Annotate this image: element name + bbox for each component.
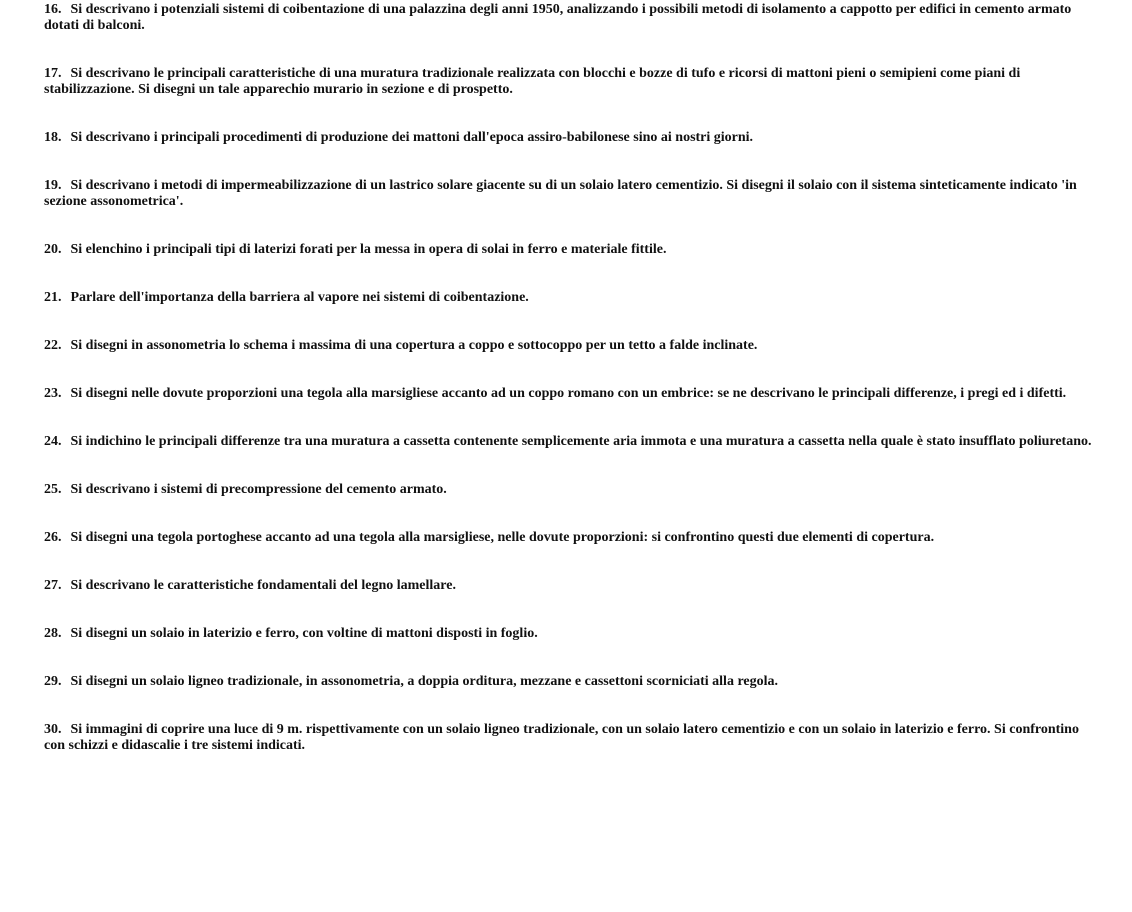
question-number: 30. <box>44 722 62 737</box>
question-number: 18. <box>44 130 62 145</box>
question-28 <box>44 626 1094 642</box>
question-16 <box>44 2 1094 34</box>
question-22 <box>44 338 1094 354</box>
question-number: 22. <box>44 338 62 353</box>
question-text: Si indichino le principali differenze tra una muratura a cassetta contenente semplicemente aria immota e una muratura a cassetta nella quale è stato insufflato poliuretano. <box>70 434 1092 449</box>
question-number: 19. <box>44 178 62 193</box>
question-number: 24. <box>44 434 62 449</box>
question-text: Si disegni una tegola portoghese accanto ad una tegola alla marsigliese, nelle dovute proporzioni: si confrontino questi due elementi di copertura. <box>70 530 935 545</box>
question-25 <box>44 482 1094 498</box>
question-text: Si disegni nelle dovute proporzioni una tegola alla marsigliese accanto ad un coppo romano con un embrice: se ne descrivano le principali differenze, i pregi ed i difetti. <box>70 386 1067 401</box>
question-text: Si descrivano le principali caratteristiche di una muratura tradizionale realizzata con blocchi e bozze di tufo e ricorsi di mattoni pieni o semipieni come piani di stabilizzazione. Si disegni un tale apparechio murario in sezione e di prospetto. <box>44 66 1021 97</box>
question-text: Si elenchino i principali tipi di laterizi forati per la messa in opera di solai in ferro e materiale fittile. <box>70 242 667 257</box>
question-19 <box>44 178 1094 210</box>
question-20 <box>44 242 1094 258</box>
question-number: 25. <box>44 482 62 497</box>
question-text: Si disegni un solaio in laterizio e ferro, con voltine di mattoni disposti in foglio. <box>70 626 538 641</box>
question-number: 29. <box>44 674 62 689</box>
question-27 <box>44 578 1094 594</box>
question-26 <box>44 530 1094 546</box>
question-number: 20. <box>44 242 62 257</box>
question-text: Si immagini di coprire una luce di 9 m. rispettivamente con un solaio ligneo tradizionale, con un solaio latero cementizio e con un solaio in laterizio e ferro. Si confrontino con schizzi e didascalie i tre sistemi indicati. <box>44 722 1079 753</box>
question-24 <box>44 434 1094 450</box>
question-number: 26. <box>44 530 62 545</box>
question-number: 23. <box>44 386 62 401</box>
question-23 <box>44 386 1094 402</box>
question-number: 17. <box>44 66 62 81</box>
question-text: Si disegni in assonometria lo schema i massima di una copertura a coppo e sottocoppo per un tetto a falde inclinate. <box>70 338 758 353</box>
question-text: Parlare dell'importanza della barriera al vapore nei sistemi di coibentazione. <box>70 290 529 305</box>
question-29 <box>44 674 1094 690</box>
question-number: 21. <box>44 290 62 305</box>
question-17 <box>44 66 1094 98</box>
question-21 <box>44 290 1094 306</box>
question-number: 28. <box>44 626 62 641</box>
question-list <box>44 2 1094 786</box>
question-text: Si descrivano i principali procedimenti di produzione dei mattoni dall'epoca assiro-babilonese sino ai nostri giorni. <box>70 130 754 145</box>
question-text: Si descrivano le caratteristiche fondamentali del legno lamellare. <box>70 578 456 593</box>
question-number: 16. <box>44 2 62 17</box>
question-18 <box>44 130 1094 146</box>
question-text: Si descrivano i sistemi di precompressione del cemento armato. <box>70 482 447 497</box>
question-text: Si disegni un solaio ligneo tradizionale, in assonometria, a doppia orditura, mezzane e cassettoni scorniciati alla regola. <box>70 674 779 689</box>
question-30 <box>44 722 1094 754</box>
question-text: Si descrivano i metodi di impermeabilizzazione di un lastrico solare giacente su di un solaio latero cementizio. Si disegni il solaio con il sistema sinteticamente indicato 'in sezione assonometrica'. <box>44 178 1077 209</box>
question-number: 27. <box>44 578 62 593</box>
question-text: Si descrivano i potenziali sistemi di coibentazione di una palazzina degli anni 1950, analizzando i possibili metodi di isolamento a cappotto per edifici in cemento armato dotati di balconi. <box>44 2 1072 33</box>
